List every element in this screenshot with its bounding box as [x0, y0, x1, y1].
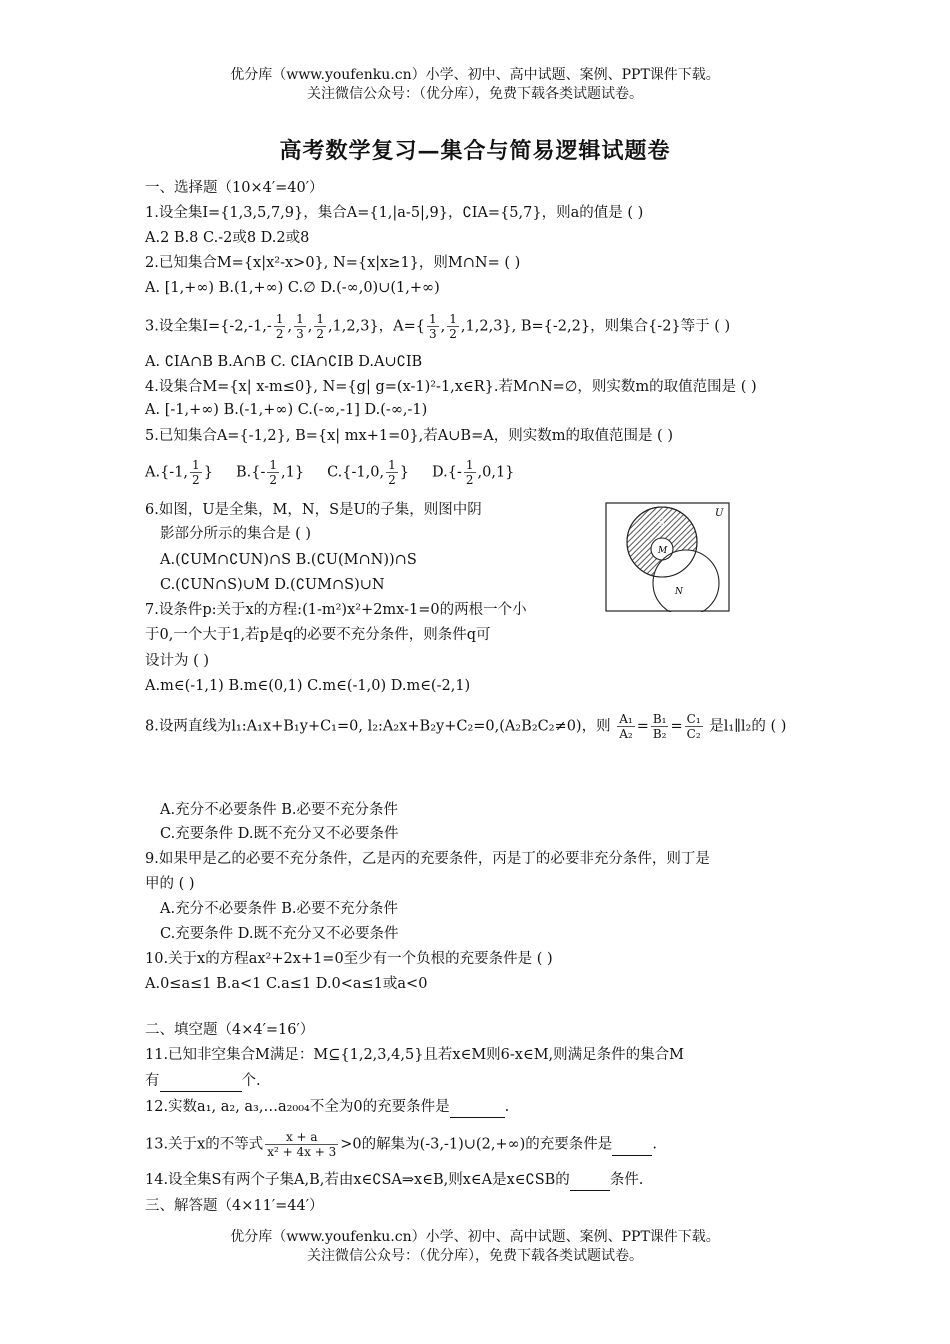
q9-options-cd: C.充要条件 D.既不充分又不必要条件	[160, 926, 399, 942]
section-1-heading: 一、选择题（10×4′=40′）	[145, 180, 324, 196]
q6-options-ab: A.(∁UM∩∁UN)∩S B.(∁U(M∩N))∩S	[160, 552, 417, 568]
fraction-third: $\frac{1}{3}$	[429, 312, 437, 341]
q7-options: A.m∈(-1,1) B.m∈(0,1) C.m∈(-1,0) D.m∈(-2,1)	[145, 678, 471, 694]
footer-line-1: 优分库（www.youfenku.cn）小学、初中、高中试题、案例、PPT课件下载。	[230, 1229, 720, 1245]
q2-stem: 2.已知集合M={x|x²-x>0}, N={x|x≥1}，则M∩N= ( )	[145, 255, 521, 271]
q14-stem: 14.设全集S有两个子集A,B,若由x∈∁SA⇒x∈B,则x∈A是x∈∁SB的 条件.	[145, 1170, 810, 1191]
q7-stem-2: 于0,一个大于1,若p是q的必要不充分条件，则条件q可	[145, 627, 491, 643]
q9-stem-1: 9.如果甲是乙的必要不充分条件，乙是丙的充要条件，丙是丁的必要非充分条件，则丁是	[145, 851, 710, 867]
fraction-third: $\frac{1}{3}$	[296, 312, 304, 341]
q6-stem-2: 影部分所示的集合是 ( )	[160, 526, 312, 542]
q8-options-cd: C.充要条件 D.既不充分又不必要条件	[160, 826, 399, 842]
q1-options: A.2 B.8 C.-2或8 D.2或8	[145, 230, 310, 246]
q9-options-ab: A.充分不必要条件 B.必要不充分条件	[160, 901, 398, 917]
q1-stem: 1.设全集I={1,3,5,7,9}，集合A={1,|a-5|,9}，∁IA={5,7}，则a的值是 ( )	[145, 205, 644, 221]
label-n: N	[675, 587, 683, 597]
q4-stem: 4.设集合M={x| x-m≤0}, N={g| g=(x-1)²-1,x∈R}.若M∩N=∅，则实数m的取值范围是 ( )	[145, 379, 757, 395]
q2-options: A. [1,+∞) B.(1,+∞) C.∅ D.(-∞,0)∪(1,+∞)	[145, 280, 440, 296]
q8-stem: 8.设两直线为l₁:A₁x+B₁y+C₁=0, l₂:A₂x+B₂y+C₂=0,(A₂B₂C₂≠0)，则 $\frac{\text{A₁}}{\text{A₂}}$ = $\frac{\text{B₁}}{\text{B₂}}$ = $\frac{\text{C₁}}{\text{C₂}}$ 是l₁∥l₂的 ( )	[145, 712, 787, 741]
label-u: U	[715, 508, 724, 519]
header-line-2: 关注微信公众号：（优分库），免费下载各类试题试卷。	[307, 86, 643, 102]
q8-options-ab: A.充分不必要条件 B.必要不充分条件	[160, 802, 398, 818]
fraction-half: $\frac{1}{2}$	[449, 312, 457, 341]
q13-stem: 13.关于x的不等式 $\frac{x + a}{\text{x² + 4x + 3}}$ >0的解集为(-3,-1)∪(2,+∞)的充要条件是 .	[145, 1130, 657, 1159]
fraction-half: $\frac{1}{2}$	[275, 312, 284, 341]
fraction-inequality: $\frac{x + a}{\text{x² + 4x + 3}}$	[267, 1130, 337, 1159]
q3-options: A. ∁IA∩B B.A∩B C. ∁IA∩∁IB D.A∪∁IB	[145, 354, 423, 370]
q7-stem-1: 7.设条件p:关于x的方程:(1-m²)x²+2mx-1=0的两根一个小	[145, 602, 527, 618]
q10-stem: 10.关于x的方程ax²+2x+1=0至少有一个负根的充要条件是 ( )	[145, 951, 553, 967]
label-m: M	[658, 546, 668, 556]
page-title: 高考数学复习—集合与简易逻辑试题卷	[279, 138, 671, 164]
section-3-heading: 三、解答题（4×11′=44′）	[145, 1198, 324, 1214]
q10-options: A.0≤a≤1 B.a<1 C.a≤1 D.0<a≤1或a<0	[145, 976, 428, 992]
header-line-1: 优分库（www.youfenku.cn）小学、初中、高中试题、案例、PPT课件下载。	[230, 67, 720, 83]
q11-stem-2: 有 个.	[145, 1071, 810, 1092]
q5-stem: 5.已知集合A={-1,2}, B={x| mx+1=0},若A∪B=A，则实数m的取值范围是 ( )	[145, 428, 673, 444]
q3-stem: 3.设全集I={-2,-1,- $\frac{1}{2}$ , $\frac{1}{3}$ , $\frac{1}{2}$ ,1,2,3}，A={ $\frac{1}{3}$ , $\frac{1}{2}$ ,1,2,3}, B={-2,2}，则集合{-2}等于 ( )	[145, 312, 731, 341]
fraction-half: $\frac{1}{2}$	[316, 312, 324, 341]
q9-stem-2: 甲的 ( )	[145, 876, 195, 892]
label-s: S	[658, 518, 665, 529]
venn-diagram	[605, 502, 730, 612]
q11-stem-1: 11.已知非空集合M满足：M⊆{1,2,3,4,5}且若x∈M则6-x∈M,则满足条件的集合M	[145, 1047, 685, 1063]
q4-options: A. [-1,+∞) B.(-1,+∞) C.(-∞,-1] D.(-∞,-1)	[145, 402, 428, 418]
q6-stem-1: 6.如图，U是全集，M，N，S是U的子集，则图中阴	[145, 502, 482, 518]
q12-stem: 12.实数a₁, a₂, a₃,…a₂₀₀₄不全为0的充要条件是 .	[145, 1097, 810, 1118]
section-2-heading: 二、填空题（4×4′=16′）	[145, 1022, 315, 1038]
q7-stem-3: 设计为 ( )	[145, 653, 210, 669]
footer-line-2: 关注微信公众号：（优分库），免费下载各类试题试卷。	[307, 1248, 643, 1264]
q6-options-cd: C.(∁UN∩S)∪M D.(∁UM∩S)∪N	[160, 577, 385, 593]
q5-options: A.{-1, $\frac{1}{2}$ } B.{- $\frac{1}{2}$ ,1} C.{-1,0, $\frac{1}{2}$ } D.{- $\frac{1}{2}$ ,0,1}	[145, 458, 515, 487]
